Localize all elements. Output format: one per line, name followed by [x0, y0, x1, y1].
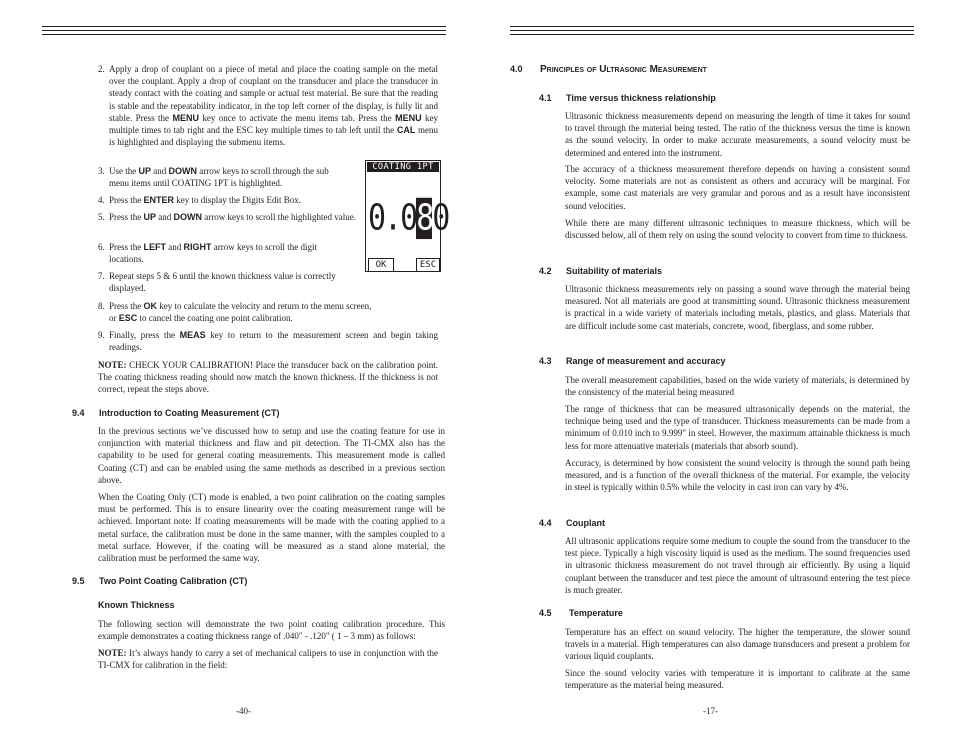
- section-4-2-paragraph-1: Ultrasonic thickness measurements rely on passing a sound wave through the material being measured. Not all materials are good at transmitting sound. Ultrasonic thickness measurement is practical in a wide variety of materials including metals, plastics, and glass. Materials that are difficult include some cast materials, concrete, wood, fiberglass, and some rubber.: [565, 284, 910, 331]
- known-thickness-paragraph: The following section will demonstrate the two point coating calibration procedure. This example demonstrates a coating thickness range of .040" - .120" ( 1 – 3 mm) as follows:: [98, 619, 445, 642]
- step-number: 4.: [98, 195, 105, 205]
- step-text: Press the UP and DOWN arrow keys to scroll the highlighted value.: [109, 212, 356, 222]
- right-page-number: -17-: [703, 706, 718, 716]
- section-4-1-paragraph-2: The accuracy of a thickness measurement therefore depends on having a consistent sound velocity. Some materials are not as consistent as others and accuracy will be marginal. For example, some cast materials are very granular and porous and as a result have inconsistent sound velocities.: [565, 164, 910, 211]
- section-4-3-paragraph-1: The overall measurement capabilities, based on the wide variety of materials, is determined by the consistency of the material being measured: [565, 375, 910, 398]
- chapter-title: 4.0 Principles of Ultrasonic Measurement: [510, 64, 707, 75]
- step-2: [98, 63, 438, 159]
- section-4-3-heading: 4.3 Range of measurement and accuracy: [539, 356, 726, 366]
- lcd-ok-softkey: OK: [368, 258, 394, 272]
- step-number: 2.: [98, 64, 105, 74]
- lcd-title-bar: COATING 1PT: [367, 162, 439, 172]
- section-4-5-heading: 4.5 Temperature: [539, 608, 623, 618]
- lcd-cursor-digit: 8: [416, 197, 433, 240]
- left-header-rule-1: [42, 26, 446, 27]
- step-text: Use the UP and DOWN arrow keys to scroll through the sub menu items until COATING 1PT is highlighted.: [109, 166, 329, 189]
- step-number: 3.: [98, 166, 105, 176]
- step-number: 6.: [98, 242, 105, 252]
- step-number: 5.: [98, 212, 105, 222]
- section-4-1-heading: 4.1 Time versus thickness relationship: [539, 93, 716, 103]
- section-4-5-paragraph-1: Temperature has an effect on sound velocity. The higher the temperature, the slower sound travels in a material. High temperatures can also damage transducers and present a problem for various liquid couplants.: [565, 627, 910, 662]
- lcd-screen-illustration: [365, 160, 449, 272]
- step-number: 7.: [98, 271, 105, 281]
- section-4-3-paragraph-2: The range of thickness that can be measured ultrasonically depends on the material, the technique being used and the type of transducer. Thickness measurements can be made from a minimum of 0.010 inch to 9.999" in steel. However, the maximum attainable thickness is much less for more attenuative materials (materials that absorb sound).: [565, 404, 910, 451]
- right-header-rule-3: [510, 34, 914, 35]
- step-text: Repeat steps 5 & 6 until the known thickness value is correctly displayed.: [109, 271, 336, 294]
- calibration-note: NOTE: CHECK YOUR CALIBRATION! Place the transducer back on the calibration point. The coating thickness reading should now match the known thickness. If the thickness is not correct, repeat the steps above.: [98, 360, 438, 395]
- step-number: 9.: [98, 330, 105, 340]
- section-4-3-paragraph-3: Accuracy, is determined by how consistent the sound velocity is through the sound path being measured, and is a function of the overall thickness of the material. For example, the velocity in steel is typically within 0.5% while the velocity in cast iron can vary by 4%.: [565, 458, 910, 493]
- known-thickness-heading: Known Thickness: [98, 600, 175, 610]
- right-header-rule-1: [510, 26, 914, 27]
- step-text: Press the OK key to calculate the velocity and return to the menu screen, or ESC to cancel the coating one point calibration.: [109, 301, 372, 324]
- step-text: Press the LEFT and RIGHT arrow keys to scroll the digit locations.: [109, 242, 317, 265]
- left-header-rule-2: [42, 30, 446, 31]
- left-page-number: -40-: [236, 706, 251, 716]
- lcd-digits-value: 0.080: [368, 197, 449, 240]
- section-4-2-heading: 4.2 Suitability of materials: [539, 266, 663, 276]
- step-text: Finally, press the MEAS key to return to the measurement screen and begin taking readings.: [109, 330, 438, 353]
- lcd-esc-softkey: ESC: [416, 258, 440, 272]
- step-text: Apply a drop of couplant on a piece of metal and place the coating sample on the metal over the couplant. Apply a drop of couplant on the transducer and place the transducer in steady contact with the coating and sample or actual test material. Be sure that the reading is stable and the repeatability indicator, in the top left corner of the display, is fully lit and stable. Press the MENU key once to activate the menu items tab. Press the MENU key multiple times to tab right and the ESC key multiple times to tab left until the CAL menu is highlighted and displaying the submenu items.: [109, 64, 439, 148]
- section-4-1-paragraph-3: While there are many different ultrasonic techniques to measure thickness, which will be discussed below, all of them rely on using the sound velocity to convert from time to thickness.: [565, 218, 910, 241]
- right-header-rule-2: [510, 30, 914, 31]
- section-9-4-paragraph-2: When the Coating Only (CT) mode is enabled, a two point calibration on the coating samples must be performed. This is to ensure linearity over the coating measurement range will be achieved. Important note: If coating measurements will be made with the coating applied to a metal surface, the calibration must be done in the same manner, with the samples coupled to a metal surface. However, if the coating will be measured as a stand alone material, the calibration must be performed the same way.: [98, 492, 445, 564]
- section-4-4-heading: 4.4 Couplant: [539, 518, 605, 528]
- section-4-5-paragraph-2: Since the sound velocity varies with temperature it is important to calibrate at the same temperature as the material being measured.: [565, 668, 910, 691]
- section-9-4-paragraph-1: In the previous sections we’ve discussed how to setup and use the coating feature for use in conjunction with material thickness and flaw and pit detection. The TI-CMX also has the capability to be used for general coating measurements. This measurement mode is called Coating (CT) and can be enabled using the same methods as described in a previous section above.: [98, 426, 445, 485]
- section-4-4-paragraph-1: All ultrasonic applications require some medium to couple the sound from the transducer to the test piece. Typically a high viscosity liquid is used as the medium. The sound frequencies used in ultrasonic thickness measurement do not travel through air efficiently. By using a liquid couplant between the transducer and test piece the amount of ultrasound entering the test piece is much greater.: [565, 536, 910, 595]
- section-4-1-paragraph-1: Ultrasonic thickness measurements depend on measuring the length of time it takes for sound to travel through the material being tested. The ratio of the thickness versus the time is known as the sound velocity. In order to make accurate measurements, a sound velocity must be determined and entered into the instrument.: [565, 111, 910, 158]
- step-text: Press the ENTER key to display the Digits Edit Box.: [109, 195, 302, 205]
- calipers-note: NOTE: It’s always handy to carry a set of mechanical calipers to use in conjunction with the TI-CMX for calibration in the field:: [98, 648, 438, 671]
- section-9-4-heading: 9.4 Introduction to Coating Measurement (CT): [72, 408, 280, 418]
- step-number: 8.: [98, 301, 105, 311]
- left-header-rule-3: [42, 34, 446, 35]
- section-9-5-heading: 9.5 Two Point Coating Calibration (CT): [72, 576, 248, 586]
